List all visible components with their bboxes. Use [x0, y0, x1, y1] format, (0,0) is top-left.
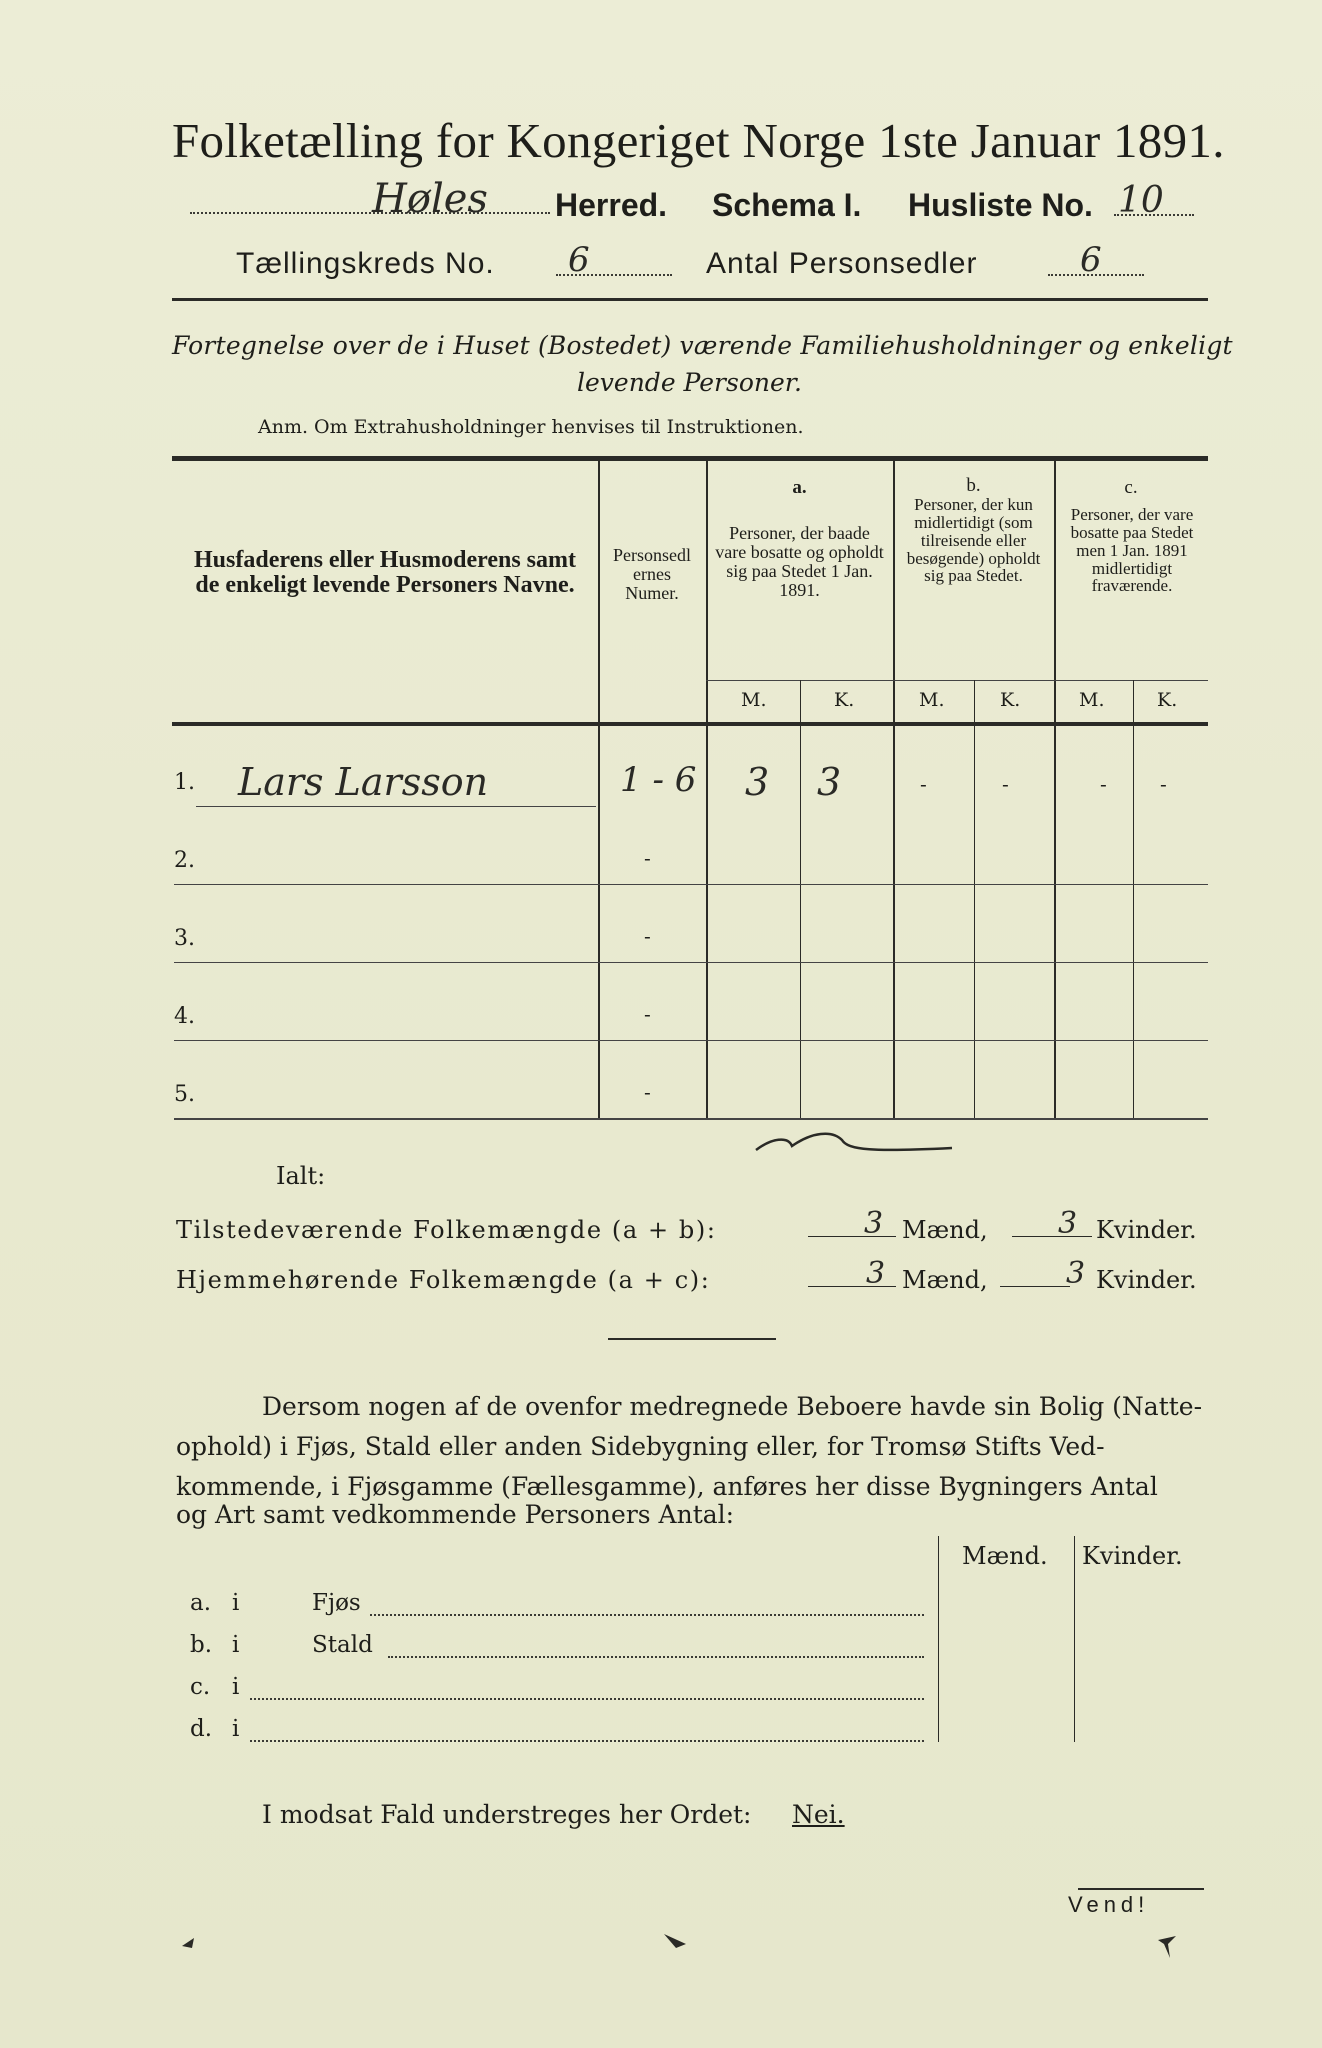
husliste-dotted-line	[1114, 214, 1194, 216]
header-names: Husfaderens eller Husmoderens samt de enkeligt levende Personers Navne.	[194, 547, 576, 599]
header-c-letter: c.	[1124, 477, 1138, 498]
header-a: Personer, der baade vare bosatte og opholdt sig paa Stedet 1 Jan. 1891.	[715, 523, 884, 600]
paragraph-line-4: og Art samt vedkommende Personers Antal:	[176, 1500, 735, 1529]
husliste-value: 10	[1118, 180, 1164, 221]
row-5-number: 5.	[174, 1082, 195, 1107]
antal-dotted-line	[1048, 274, 1144, 276]
pen-scribble	[752, 1124, 962, 1164]
col-divider-a	[893, 461, 895, 1119]
row-2-numer: -	[644, 846, 651, 870]
paragraph-line-2: ophold) i Fjøs, Stald eller anden Sidebygning eller, for Tromsø Stifts Ved-	[176, 1432, 1105, 1461]
row-1-a-k: 3	[817, 760, 842, 804]
building-d-i: i	[232, 1716, 240, 1742]
kreds-label: Tællingskreds No.	[236, 247, 495, 280]
building-d-letter: d.	[190, 1716, 213, 1742]
row-2-number: 2.	[174, 848, 195, 873]
row-1-b-k: -	[1002, 772, 1009, 796]
tilstede-kvinder: Kvinder.	[1096, 1216, 1197, 1244]
building-b-i: i	[232, 1632, 240, 1658]
table-header-bottom-rule	[172, 722, 1208, 726]
col-divider-name	[598, 461, 600, 1119]
header-b-letter: b.	[966, 475, 981, 496]
building-b-letter: b.	[190, 1632, 213, 1658]
anm-note: Anm. Om Extrahusholdninger henvises til Instruktionen.	[258, 416, 804, 438]
row-1-c-k: -	[1160, 772, 1167, 796]
ink-mark-right	[1154, 1932, 1180, 1962]
section-separator	[608, 1338, 776, 1340]
row-1-name: Lars Larsson	[238, 760, 489, 804]
row-3-line	[174, 962, 1208, 963]
subtitle-line-1: Fortegnelse over de i Huset (Bostedet) værende Familiehusholdninger og enkeligt	[172, 331, 1233, 360]
row-1-c-m: -	[1100, 772, 1107, 796]
header-c: Personer, der vare bosatte paa Stedet men 1 Jan. 1891 midlertidigt fraværende.	[1070, 505, 1194, 596]
mk-divider-b	[974, 680, 975, 1120]
ialt-label: Ialt:	[276, 1162, 326, 1190]
buildings-kvinder-header: Kvinder.	[1082, 1542, 1183, 1570]
vend-rule	[1078, 1888, 1204, 1890]
herred-value: Høles	[372, 176, 488, 222]
antal-value: 6	[1080, 240, 1102, 280]
header-b-k: K.	[1000, 689, 1021, 711]
header-numer: Personsedlernes Numer.	[613, 545, 691, 603]
hjemme-kvinder: Kvinder.	[1096, 1266, 1197, 1294]
tilstede-k-line	[1012, 1236, 1092, 1237]
row-1-line	[196, 806, 596, 807]
ink-mark-left	[180, 1932, 210, 1952]
col-divider-b	[1054, 461, 1056, 1119]
header-b-m: M.	[919, 689, 945, 711]
header-c-m: M.	[1079, 689, 1105, 711]
ink-mark-center	[662, 1930, 692, 1952]
form-title: Folketælling for Kongeriget Norge 1ste Januar 1891.	[172, 113, 1225, 168]
building-d-dots	[250, 1740, 924, 1742]
header-rule	[172, 298, 1208, 301]
subtitle-line-2: levende Personer.	[577, 368, 802, 397]
mk-divider-c	[1133, 680, 1134, 1120]
herred-dotted-line	[190, 212, 550, 214]
row-5-numer: -	[644, 1080, 651, 1104]
header-a-m: M.	[741, 689, 767, 711]
header-a-letter: a.	[792, 477, 807, 498]
building-a-letter: a.	[190, 1590, 212, 1616]
paragraph-line-3: kommende, i Fjøsgamme (Fællesgamme), anføres her disse Bygningers Antal	[176, 1472, 1158, 1501]
hjemme-k-value: 3	[1066, 1256, 1086, 1291]
row-1-a-m: 3	[745, 760, 770, 804]
tilstede-k-value: 3	[1058, 1206, 1078, 1241]
modsat-word: Nei.	[792, 1800, 845, 1829]
mk-divider-a	[800, 680, 801, 1120]
building-a-dots	[370, 1614, 924, 1616]
antal-label: Antal Personsedler	[706, 247, 978, 280]
building-b-label: Stald	[312, 1632, 373, 1658]
building-c-i: i	[232, 1674, 240, 1700]
hjemme-label: Hjemmehørende Folkemængde (a + c):	[176, 1266, 711, 1294]
row-3-numer: -	[644, 924, 651, 948]
row-1-numer: 1 - 6	[620, 760, 697, 800]
tilstede-maend: Mænd,	[902, 1216, 988, 1244]
tilstede-label: Tilstedeværende Folkemængde (a + b):	[176, 1216, 717, 1244]
husliste-label: Husliste No.	[908, 187, 1093, 223]
kreds-dotted-line	[556, 274, 672, 276]
kreds-value: 6	[568, 240, 590, 280]
table-top-rule	[172, 456, 1208, 461]
buildings-divider-1	[938, 1536, 939, 1742]
header-c-k: K.	[1157, 689, 1178, 711]
paragraph-line-1: Dersom nogen af de ovenfor medregnede Beboere havde sin Bolig (Natte-	[262, 1392, 1203, 1421]
building-a-i: i	[232, 1590, 240, 1616]
row-2-line	[174, 884, 1208, 885]
building-a-label: Fjøs	[312, 1590, 361, 1616]
row-4-number: 4.	[174, 1004, 195, 1029]
row-5-line	[174, 1118, 1208, 1120]
tilstede-m-value: 3	[864, 1206, 884, 1241]
row-4-line	[174, 1040, 1208, 1041]
row-1-b-m: -	[920, 772, 927, 796]
header-a-k: K.	[834, 689, 855, 711]
vend-label: Vend!	[1068, 1892, 1150, 1917]
buildings-divider-2	[1074, 1536, 1075, 1742]
header-b: Personer, der kun midlertidigt (som tilreisende eller besøgende) opholdt sig paa Stedet.	[906, 495, 1041, 586]
modsat-text: I modsat Fald understreges her Ordet:	[262, 1800, 752, 1829]
building-c-dots	[250, 1698, 924, 1700]
row-3-number: 3.	[174, 926, 195, 951]
hjemme-m-value: 3	[866, 1256, 886, 1291]
buildings-maend-header: Mænd.	[962, 1542, 1048, 1570]
herred-label: Herred.	[555, 187, 668, 223]
row-1-number: 1.	[174, 770, 195, 795]
row-4-numer: -	[644, 1002, 651, 1026]
col-divider-num	[706, 461, 708, 1119]
hjemme-k-line	[1000, 1286, 1070, 1287]
mk-rule-c	[1054, 680, 1208, 681]
hjemme-maend: Mænd,	[902, 1266, 988, 1294]
building-c-letter: c.	[190, 1674, 211, 1700]
schema-label: Schema I.	[712, 187, 862, 223]
building-b-dots	[388, 1656, 924, 1658]
